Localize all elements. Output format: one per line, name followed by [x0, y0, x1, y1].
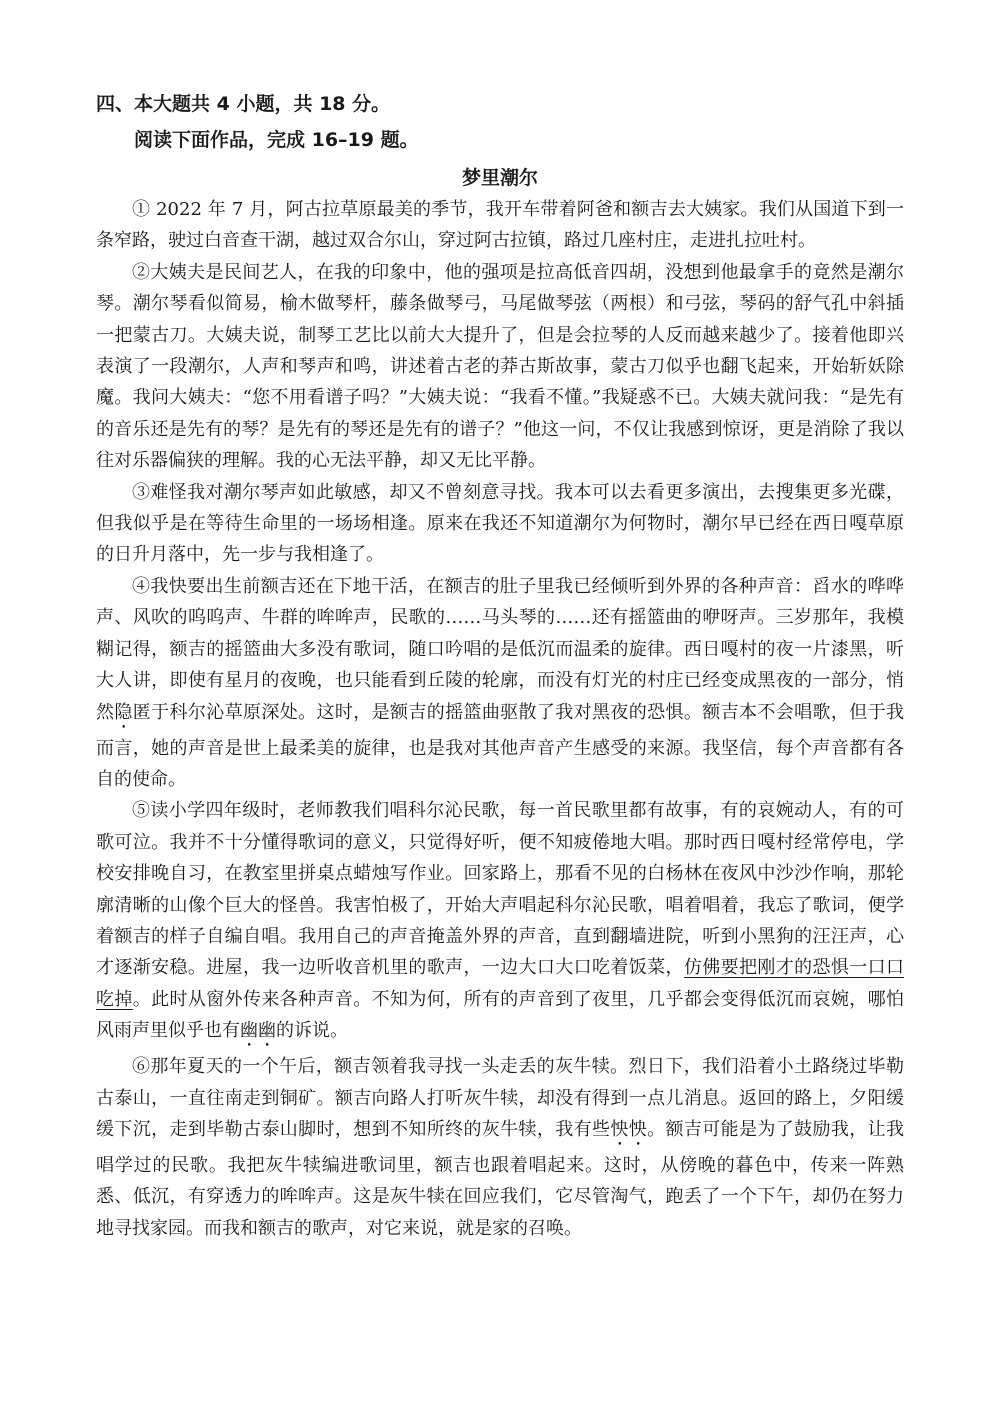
paragraph-6-text-b: 。额吉可能是为了鼓励我，让我唱学过的民歌。我把灰牛犊编进歌词里，额吉也跟着唱起来。这时，从傍晚的暮色中，传来一阵熟悉、低沉，有穿透力的哞哞声。这是灰牛犊在回应我们，它尽管淘气，跑丢了一个下午，却仍在努力地寻找家园。而我和额吉的歌声，对它来说，就是家的召唤。	[96, 1118, 905, 1239]
emphasized-word-yin: 隐	[114, 701, 133, 723]
paragraph-1: ① 2022 年 7 月，阿古拉草原最美的季节，我开车带着阿爸和额吉去大姨家。我们从国道下到一条窄路，驶过白音查干湖，越过双合尔山，穿过阿古拉镇，路过几座村庄，走进扎拉吐村。	[96, 199, 904, 252]
paragraph-2: ②大姨夫是民间艺人，在我的印象中，他的强项是拉高低音四胡，没想到他最拿手的竟然是潮尔琴。潮尔琴看似简易，榆木做琴杆，藤条做琴弓，马尾做琴弦（两根）和弓弦，琴码的舒气孔中斜插一把蒙古刀。大姨夫说，制琴工艺比以前大大提升了，但是会拉琴的人反而越来越少了。接着他即兴表演了一段潮尔，人声和琴声和鸣，讲述着古老的莽古斯故事，蒙古刀似乎也翻飞起来，开始斩妖除魔。我问大姨夫：“您不用看谱子吗？”大姨夫说：“我看不懂。”我疑惑不已。大姨夫就问我：“是先有的音乐还是先有的琴？是先有的琴还是先有的谱子？”他这一问，不仅让我感到惊讶，更是消除了我以往对乐器偏狭的理解。我的心无法平静，却又无比平静。	[96, 261, 904, 472]
underlined-sentence: 仿佛要把刚才的恐惧一口口吃掉	[96, 957, 904, 1010]
emphasized-word-youyou: 幽幽	[240, 1020, 276, 1042]
paragraph-5-text-b: 。此时从窗外传来各种声音。不知为何，所有的声音到了夜里，几乎都会变得低沉而哀婉，哪怕风雨声里似乎也有	[96, 988, 905, 1042]
paragraph-6-text-a: ⑥那年夏天的一个午后，额吉领着我寻找一头走丢的灰牛犊。烈日下，我们沿着小土路绕过毕勒古泰山，一直往南走到铜矿。额吉向路人打听灰牛犊，却没有得到一点儿消息。返回的路上，夕阳缓缓下沉，走到毕勒古泰山脚时，想到不知所终的灰牛犊，我有些	[96, 1056, 904, 1140]
paragraph-4	[96, 571, 904, 795]
paragraph-5	[96, 795, 904, 1051]
reading-instruction: 阅读下面作品，完成 16–19 题。	[134, 129, 419, 151]
section-header: 四、本大题共 4 小题，共 18 分。	[96, 93, 391, 115]
paragraph-4-text-b: 匿于科尔沁草原深处。这时，是额吉的摇篮曲驱散了我对黑夜的恐惧。额吉本不会唱歌，但于我而言，她的声音是世上最柔美的旋律，也是我对其他声音产生感受的来源。我坚信，每个声音都有各自的使命。	[96, 701, 905, 790]
paragraph-4-text-a: ④我快要出生前额吉还在下地干活，在额吉的肚子里我已经倾听到外界的各种声音：舀水的哗哗声、风吹的呜呜声、牛群的哞哞声，民歌的……马头琴的……还有摇篮曲的咿呀声。三岁那年，我模糊记得，额吉的摇篮曲大多没有歌词，随口吟唱的是低沉而温柔的旋律。西日嘎村的夜一片漆黑，听大人讲，即使有星月的夜晚，也只能看到丘陵的轮廓，而没有灯光的村庄已经变成黑夜的一部分，悄然	[96, 575, 904, 723]
paragraph-3: ③难怪我对潮尔琴声如此敏感，却又不曾刻意寻找。我本可以去看更多演出，去搜集更多光碟，但我似乎是在等待生命里的一场场相逢。原来在我还不知道潮尔为何物时，潮尔早已经在西日嘎草原的日升月落中，先一步与我相逢了。	[96, 481, 904, 566]
paragraph-5-text-a: ⑤读小学四年级时，老师教我们唱科尔沁民歌，每一首民歌里都有故事，有的哀婉动人，有的可歌可泣。我并不十分懂得歌词的意义，只觉得好听，便不知疲倦地大唱。那时西日嘎村经常停电，学校安排晚自习，在教室里拼桌点蜡烛写作业。回家路上，那看不见的白杨林在夜风中沙沙作响，那轮廓清晰的山像个巨大的怪兽。我害怕极了，开始大声唱起科尔沁民歌，唱着唱着，我忘了歌词，便学着额吉的样子自编自唱。我用自己的声音掩盖外界的声音，直到翻墙进院，听到小黑狗的汪汪声，心才逐渐安稳。进屋，我一边听收音机里的歌声，一边大口大口吃着饭菜，	[96, 800, 904, 979]
exam-page	[96, 88, 904, 1244]
article-title: 梦里潮尔	[461, 167, 538, 189]
paragraph-5-text-c: 的诉说。	[276, 1020, 348, 1042]
emphasized-word-yangyang: 怏怏	[610, 1118, 648, 1140]
paragraph-6	[96, 1051, 904, 1244]
